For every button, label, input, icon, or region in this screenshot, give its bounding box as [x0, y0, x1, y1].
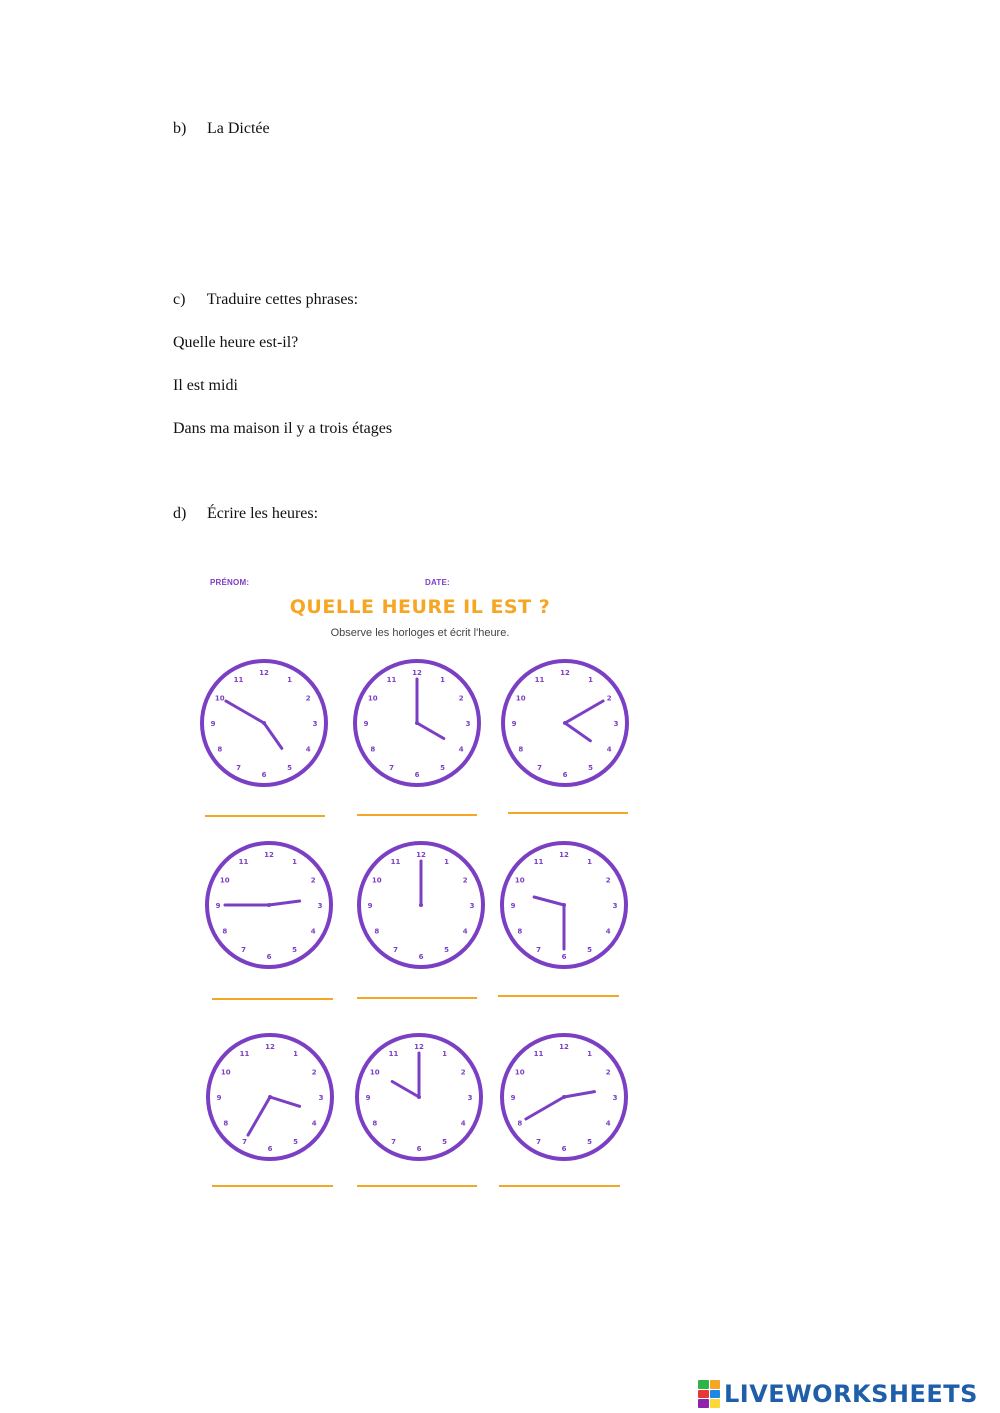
clock-number: 12	[264, 851, 274, 859]
clock-face	[203, 1030, 337, 1164]
clock-number: 1	[587, 857, 592, 866]
answer-line-6[interactable]	[498, 995, 619, 997]
clock-center	[262, 721, 266, 725]
clock-number: 1	[292, 857, 297, 866]
clock-number: 4	[462, 927, 468, 936]
clock-center	[562, 1095, 566, 1099]
clock-number: 8	[223, 1119, 229, 1128]
clock-number: 2	[458, 694, 464, 703]
clock-number: 12	[416, 851, 426, 859]
clock-number: 12	[265, 1043, 275, 1051]
clock-number: 2	[606, 694, 612, 703]
clock-number: 2	[305, 694, 311, 703]
section-b	[173, 119, 270, 139]
clock-number: 10	[371, 876, 382, 885]
clock-number: 8	[517, 1119, 523, 1128]
clock-number: 7	[536, 946, 541, 955]
clock-number: 10	[514, 876, 525, 885]
clock-number: 6	[561, 1145, 567, 1153]
clock-number: 1	[588, 675, 593, 684]
section-d	[173, 504, 318, 524]
clock-face	[352, 1030, 486, 1164]
clock-number: 7	[236, 764, 241, 773]
phrase-1: Quelle heure est-il?	[173, 334, 299, 351]
clock-number: 5	[292, 946, 297, 955]
clock-center	[267, 903, 271, 907]
section-c	[173, 290, 358, 310]
clock-number: 10	[515, 694, 526, 703]
clock-center	[415, 721, 419, 725]
clock-number: 3	[317, 902, 323, 910]
clock-number: 7	[536, 1138, 541, 1147]
clock-number: 4	[305, 745, 311, 754]
clock-number: 8	[518, 745, 524, 754]
clock-number: 2	[460, 1068, 466, 1077]
clock-face	[350, 656, 484, 790]
clock-number: 12	[559, 851, 569, 859]
clock-number: 10	[369, 1068, 380, 1077]
clock-number: 5	[287, 764, 292, 773]
section-b-label: b)	[173, 120, 187, 137]
clock-number: 11	[386, 675, 397, 684]
clock-number: 6	[261, 771, 267, 779]
clock-number: 7	[537, 764, 542, 773]
clock-number: 9	[511, 720, 517, 728]
clock-center	[563, 721, 567, 725]
clock-4	[202, 838, 336, 972]
phrase-3: Dans ma maison il y a trois étages	[173, 420, 393, 437]
clock-number: 10	[219, 876, 230, 885]
clock-number: 4	[606, 745, 612, 754]
clock-number: 9	[215, 902, 221, 910]
clock-number: 2	[605, 876, 611, 885]
clock-2	[350, 656, 484, 790]
clock-number: 7	[391, 1138, 396, 1147]
clock-number: 9	[367, 902, 373, 910]
logo-square	[698, 1380, 709, 1389]
clock-number: 5	[440, 764, 445, 773]
clock-number: 8	[217, 745, 223, 754]
clock-number: 9	[510, 1094, 516, 1102]
answer-line-1[interactable]	[205, 815, 325, 817]
answer-line-5[interactable]	[357, 997, 477, 999]
clock-number: 2	[310, 876, 316, 885]
clock-number: 11	[388, 1049, 399, 1058]
clock-face	[202, 838, 336, 972]
clock-face	[197, 656, 331, 790]
section-c-label: c)	[173, 291, 186, 308]
clock-face	[497, 838, 631, 972]
logo-square	[710, 1380, 721, 1389]
brand-name: LIVEWORKSHEETS	[724, 1380, 978, 1408]
clock-number: 6	[561, 953, 567, 961]
clock-number: 3	[469, 902, 475, 910]
clock-center	[419, 903, 423, 907]
clock-number: 4	[460, 1119, 466, 1128]
clock-number: 1	[287, 675, 292, 684]
clock-number: 6	[416, 1145, 422, 1153]
clock-number: 6	[414, 771, 420, 779]
section-b-title: La Dictée	[207, 120, 270, 137]
clock-number: 1	[293, 1049, 298, 1058]
clock-number: 8	[374, 927, 380, 936]
clock-number: 7	[389, 764, 394, 773]
clock-number: 8	[517, 927, 523, 936]
clock-number: 8	[370, 745, 376, 754]
clock-number: 11	[233, 675, 244, 684]
clock-number: 9	[210, 720, 216, 728]
answer-line-7[interactable]	[212, 1185, 333, 1187]
date-label: DATE:	[425, 578, 450, 587]
section-c-title: Traduire cettes phrases:	[206, 291, 359, 308]
clock-number: 4	[605, 927, 611, 936]
clock-number: 6	[266, 953, 272, 961]
clock-number: 1	[444, 857, 449, 866]
clock-number: 12	[259, 669, 269, 677]
clock-number: 4	[605, 1119, 611, 1128]
clock-5	[354, 838, 488, 972]
clock-number: 7	[241, 946, 246, 955]
clock-number: 6	[562, 771, 568, 779]
worksheet-subtitle: Observe les horloges et écrit l'heure.	[330, 627, 510, 639]
logo-square	[710, 1399, 721, 1408]
clock-number: 3	[467, 1094, 473, 1102]
clock-number: 10	[214, 694, 225, 703]
clock-number: 3	[465, 720, 471, 728]
clock-number: 4	[458, 745, 464, 754]
clock-number: 7	[242, 1138, 247, 1147]
clock-number: 5	[587, 946, 592, 955]
clock-number: 3	[613, 720, 619, 728]
clock-number: 11	[533, 1049, 544, 1058]
clock-3	[498, 656, 632, 790]
clock-worksheet	[195, 570, 645, 1210]
clock-number: 5	[444, 946, 449, 955]
clock-number: 8	[372, 1119, 378, 1128]
section-d-label: d)	[173, 505, 187, 522]
clock-number: 5	[588, 764, 593, 773]
clock-number: 1	[587, 1049, 592, 1058]
answer-line-3[interactable]	[508, 812, 628, 814]
clock-number: 2	[462, 876, 468, 885]
clock-number: 3	[318, 1094, 324, 1102]
clock-number: 9	[365, 1094, 371, 1102]
clock-face	[497, 1030, 631, 1164]
clock-face	[498, 656, 632, 790]
logo-square	[698, 1390, 709, 1399]
phrase-2: Il est midi	[173, 377, 238, 394]
clock-number: 11	[390, 857, 401, 866]
clock-number: 3	[612, 1094, 618, 1102]
answer-line-4[interactable]	[212, 998, 333, 1000]
clock-center	[562, 903, 566, 907]
answer-line-2[interactable]	[357, 814, 477, 816]
clock-number: 2	[605, 1068, 611, 1077]
clock-number: 3	[312, 720, 318, 728]
clock-number: 7	[393, 946, 398, 955]
clock-number: 4	[311, 1119, 317, 1128]
clock-number: 6	[418, 953, 424, 961]
clock-number: 9	[216, 1094, 222, 1102]
clock-number: 11	[238, 857, 249, 866]
clock-number: 11	[533, 857, 544, 866]
clock-center	[268, 1095, 272, 1099]
clock-number: 2	[311, 1068, 317, 1077]
liveworksheets-brand	[698, 1378, 978, 1410]
clock-number: 1	[440, 675, 445, 684]
worksheet-title: QUELLE HEURE IL EST ?	[289, 596, 551, 618]
clock-1	[197, 656, 331, 790]
clock-9	[497, 1030, 631, 1164]
logo-square	[710, 1390, 721, 1399]
clock-number: 12	[412, 669, 422, 677]
clock-number: 10	[514, 1068, 525, 1077]
clock-number: 5	[293, 1138, 298, 1147]
clock-number: 3	[612, 902, 618, 910]
section-d-title: Écrire les heures:	[207, 505, 319, 522]
clock-number: 11	[534, 675, 545, 684]
clock-number: 12	[559, 1043, 569, 1051]
answer-line-9[interactable]	[499, 1185, 620, 1187]
clock-number: 12	[560, 669, 570, 677]
prenom-label: PRÉNOM:	[210, 578, 250, 587]
clock-7	[203, 1030, 337, 1164]
clock-8	[352, 1030, 486, 1164]
clock-6	[497, 838, 631, 972]
clock-number: 4	[310, 927, 316, 936]
clock-number: 10	[220, 1068, 231, 1077]
clock-face	[354, 838, 488, 972]
logo-square	[698, 1399, 709, 1408]
clock-number: 9	[510, 902, 516, 910]
clock-number: 11	[239, 1049, 250, 1058]
clock-number: 9	[363, 720, 369, 728]
clock-number: 6	[267, 1145, 273, 1153]
clock-number: 1	[442, 1049, 447, 1058]
clock-number: 8	[222, 927, 228, 936]
clock-number: 12	[414, 1043, 424, 1051]
clock-number: 5	[587, 1138, 592, 1147]
clock-number: 10	[367, 694, 378, 703]
clock-number: 5	[442, 1138, 447, 1147]
answer-line-8[interactable]	[357, 1185, 477, 1187]
clock-center	[417, 1095, 421, 1099]
liveworksheets-logo-icon	[698, 1380, 720, 1408]
